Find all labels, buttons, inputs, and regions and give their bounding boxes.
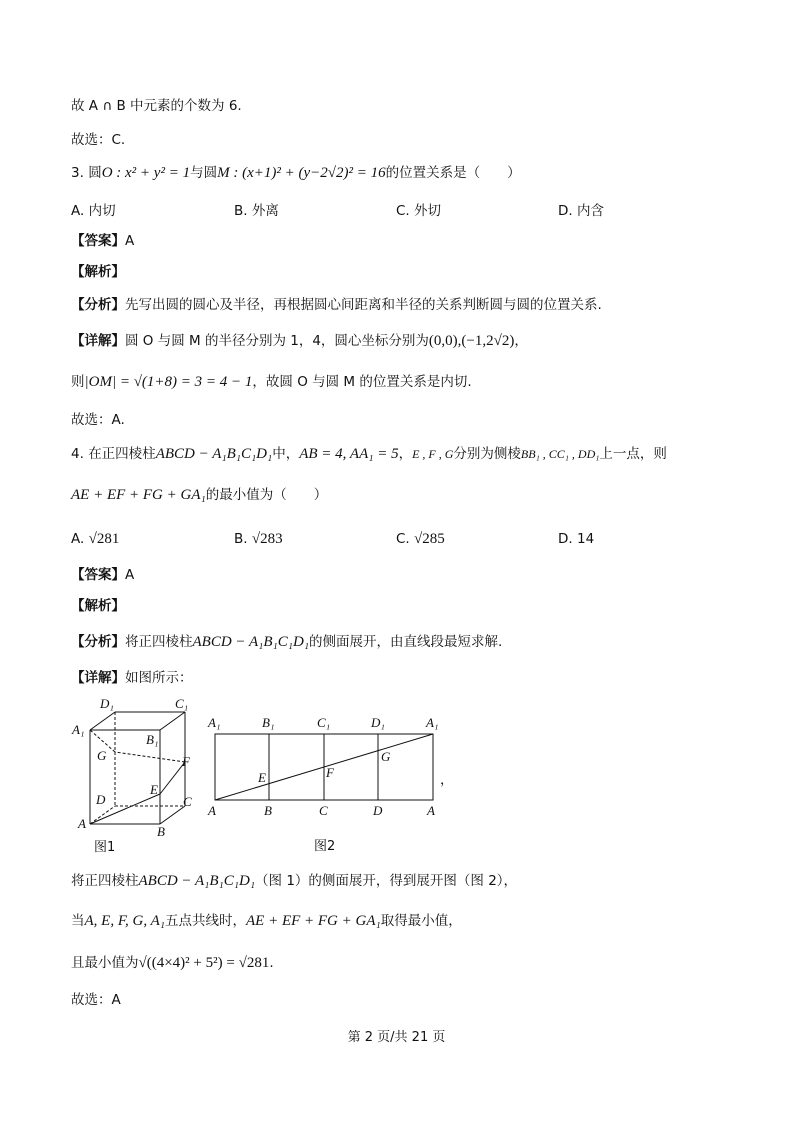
q3-option-c: C. 外切 [396, 203, 442, 219]
fig1-label-f: F [182, 754, 190, 769]
fig2-top-label: C₁ [317, 715, 331, 730]
q4-option-a-label: A. [71, 531, 85, 547]
fig1-label-c1: C₁ [175, 696, 189, 711]
q3-detail-tag: 【详解】 [71, 333, 125, 349]
q3-number: 3. [71, 165, 84, 181]
q4-option-c-label: C. [396, 531, 410, 547]
q3-analysis-label: 【解析】 [71, 264, 125, 280]
q4-prism: ABCD − A₁B₁C₁D₁ [155, 446, 273, 462]
q4-detail-tag: 【详解】 [71, 670, 125, 686]
q3-option-d: D. 内含 [558, 203, 604, 219]
q4-when-c: 取得最小值， [380, 913, 462, 929]
q4-unfold-b: （图 1）的侧面展开，得到展开图（图 2）， [255, 873, 518, 889]
fig1-label-a: A [78, 816, 86, 831]
q4-fenxi [71, 632, 502, 652]
q3-then [71, 372, 472, 392]
q4-detail [71, 668, 193, 688]
fig2-label-e: E [258, 770, 266, 785]
q4-text-a: 在正四棱柱 [88, 446, 156, 462]
q3-fenxi-tag: 【分析】 [71, 297, 125, 313]
fig1-label-b1: B₁ [146, 732, 159, 747]
q4-edges: BB₁ , CC₁ , DD₁ [520, 447, 600, 461]
q4-fenxi-prism: ABCD − A₁B₁C₁D₁ [192, 634, 310, 650]
q4-fenxi-tag: 【分析】 [71, 634, 125, 650]
q4-text-b: 分别为侧棱 [453, 446, 521, 462]
q3-equation-o: O : x² + y² = 1 [101, 165, 191, 181]
q4-text-d: 的最小值为（ ） [205, 487, 328, 503]
q3-analysis-tag [71, 262, 125, 282]
q3-detail-coords: (0,0),(−1,2√2) [428, 333, 515, 349]
q4-min-a: 且最小值为 [71, 955, 139, 971]
q4-min [71, 953, 274, 973]
q3-fenxi-text: 先写出圆的圆心及半径，再根据圆心间距离和半径的关系判断圆与圆的位置关系. [125, 297, 602, 313]
q3-om-expression: |OM| = √(1+8) = 3 = 4 − 1 [84, 374, 253, 390]
conclusion-line: 故 A ∩ B 中元素的个数为 6. [71, 98, 242, 114]
q3-answer-tag: 【答案】 [71, 233, 125, 249]
q4-comma: ， [398, 446, 413, 462]
fig2-label-f: F [326, 765, 334, 780]
figure-1-prism [70, 694, 200, 856]
fig1-label-d: D [96, 792, 106, 807]
q4-when-points: A, E, F, G, A₁ [84, 913, 165, 929]
q4-stem-line2 [71, 485, 327, 505]
fig2-bottom-label: A [427, 803, 435, 818]
q3-stem [71, 163, 521, 183]
fig2-top-label: A₁ [426, 715, 439, 730]
fig2-bottom-label: B [264, 803, 272, 818]
q3-detail [71, 331, 528, 351]
q4-answer-value: A [125, 567, 135, 583]
q4-option-a-value: √281 [88, 531, 120, 547]
fig1-caption: 图1 [94, 840, 116, 855]
q3-yu: 与圆 [190, 165, 218, 181]
q3-then-conclusion: ，故圆 O 与圆 M 的位置关系是内切. [252, 374, 472, 390]
page-footer: 第 2 页/共 21 页 [347, 1030, 446, 1045]
q4-analysis-tag [71, 596, 125, 616]
q3-fenxi [71, 295, 602, 315]
fig1-label-d1: D₁ [100, 696, 114, 711]
fig2-top-label: B₁ [262, 715, 275, 730]
fig2-bottom-label: D [373, 803, 383, 818]
q4-min-b: . [269, 955, 274, 971]
q3-detail-end: ， [514, 333, 528, 349]
q4-when-b: 五点共线时， [165, 913, 246, 929]
fig1-label-g: G [97, 748, 107, 763]
q4-text-c: 上一点，则 [599, 446, 667, 462]
fig2-caption: 图2 [314, 839, 336, 854]
fig1-label-b: B [157, 824, 165, 839]
q4-detail-text: 如图所示： [125, 670, 193, 686]
q3-option-b: B. 外离 [234, 203, 279, 219]
fig2-label-g: G [381, 749, 391, 764]
q4-stem-line1 [71, 444, 667, 464]
fig2-bottom-label: A [208, 803, 216, 818]
choose-c: 故选：C. [71, 132, 126, 148]
q3-equation-m: M : (x+1)² + (y−2√2)² = 16 [217, 165, 386, 181]
q4-fenxi-a: 将正四棱柱 [125, 634, 193, 650]
q4-expr: AE + EF + FG + GA₁ [71, 487, 206, 503]
fig2-top-label: A₁ [208, 715, 221, 730]
q4-when-a: 当 [71, 913, 85, 929]
figure-2-unfolded [200, 710, 470, 856]
q4-option-d: D. 14 [558, 531, 595, 547]
q4-option-c [396, 529, 445, 549]
fig1-label-a1: A₁ [72, 722, 85, 737]
q4-when-expr: AE + EF + FG + GA₁ [246, 913, 381, 929]
q4-option-c-value: √285 [414, 531, 445, 547]
q4-unfold-a: 将正四棱柱 [71, 873, 139, 889]
q4-answer [71, 565, 134, 585]
q4-min-expr: √((4×4)² + 5²) = √281 [138, 955, 270, 971]
q3-tail: 的位置关系是（ ） [385, 165, 521, 181]
q4-unfold-prism: ABCD − A₁B₁C₁D₁ [138, 873, 256, 889]
fig1-label-e: E [150, 782, 158, 797]
q4-number: 4. [71, 446, 84, 462]
q3-circle-word: 圆 [88, 165, 102, 181]
q3-option-a: A. 内切 [71, 203, 116, 219]
q4-points: E , F , G [412, 447, 454, 461]
q4-fenxi-b: 的侧面展开，由直线段最短求解. [309, 634, 503, 650]
q4-option-b-label: B. [234, 531, 248, 547]
figure-trailing-comma: ， [440, 772, 454, 788]
q4-option-a [71, 529, 119, 549]
q3-detail-text: 圆 O 与圆 M 的半径分别为 1，4，圆心坐标分别为 [125, 333, 429, 349]
fig2-top-label: D₁ [371, 715, 385, 730]
q3-answer-value: A [125, 233, 135, 249]
q4-analysis-label: 【解析】 [71, 598, 125, 614]
fig1-label-c: C [183, 794, 192, 809]
q4-option-b-value: √283 [251, 531, 283, 547]
q4-when [71, 911, 462, 931]
q3-then-word: 则 [71, 374, 85, 390]
q4-option-b [234, 529, 283, 549]
q4-zhong: 中， [272, 446, 300, 462]
q3-choose: 故选：A. [71, 412, 125, 428]
q4-answer-tag: 【答案】 [71, 567, 125, 583]
q4-unfold [71, 871, 517, 891]
fig2-bottom-label: C [319, 803, 328, 818]
q4-given: AB = 4, AA₁ = 5 [299, 446, 399, 462]
q4-choose: 故选：A [71, 992, 121, 1008]
q3-answer [71, 231, 134, 251]
